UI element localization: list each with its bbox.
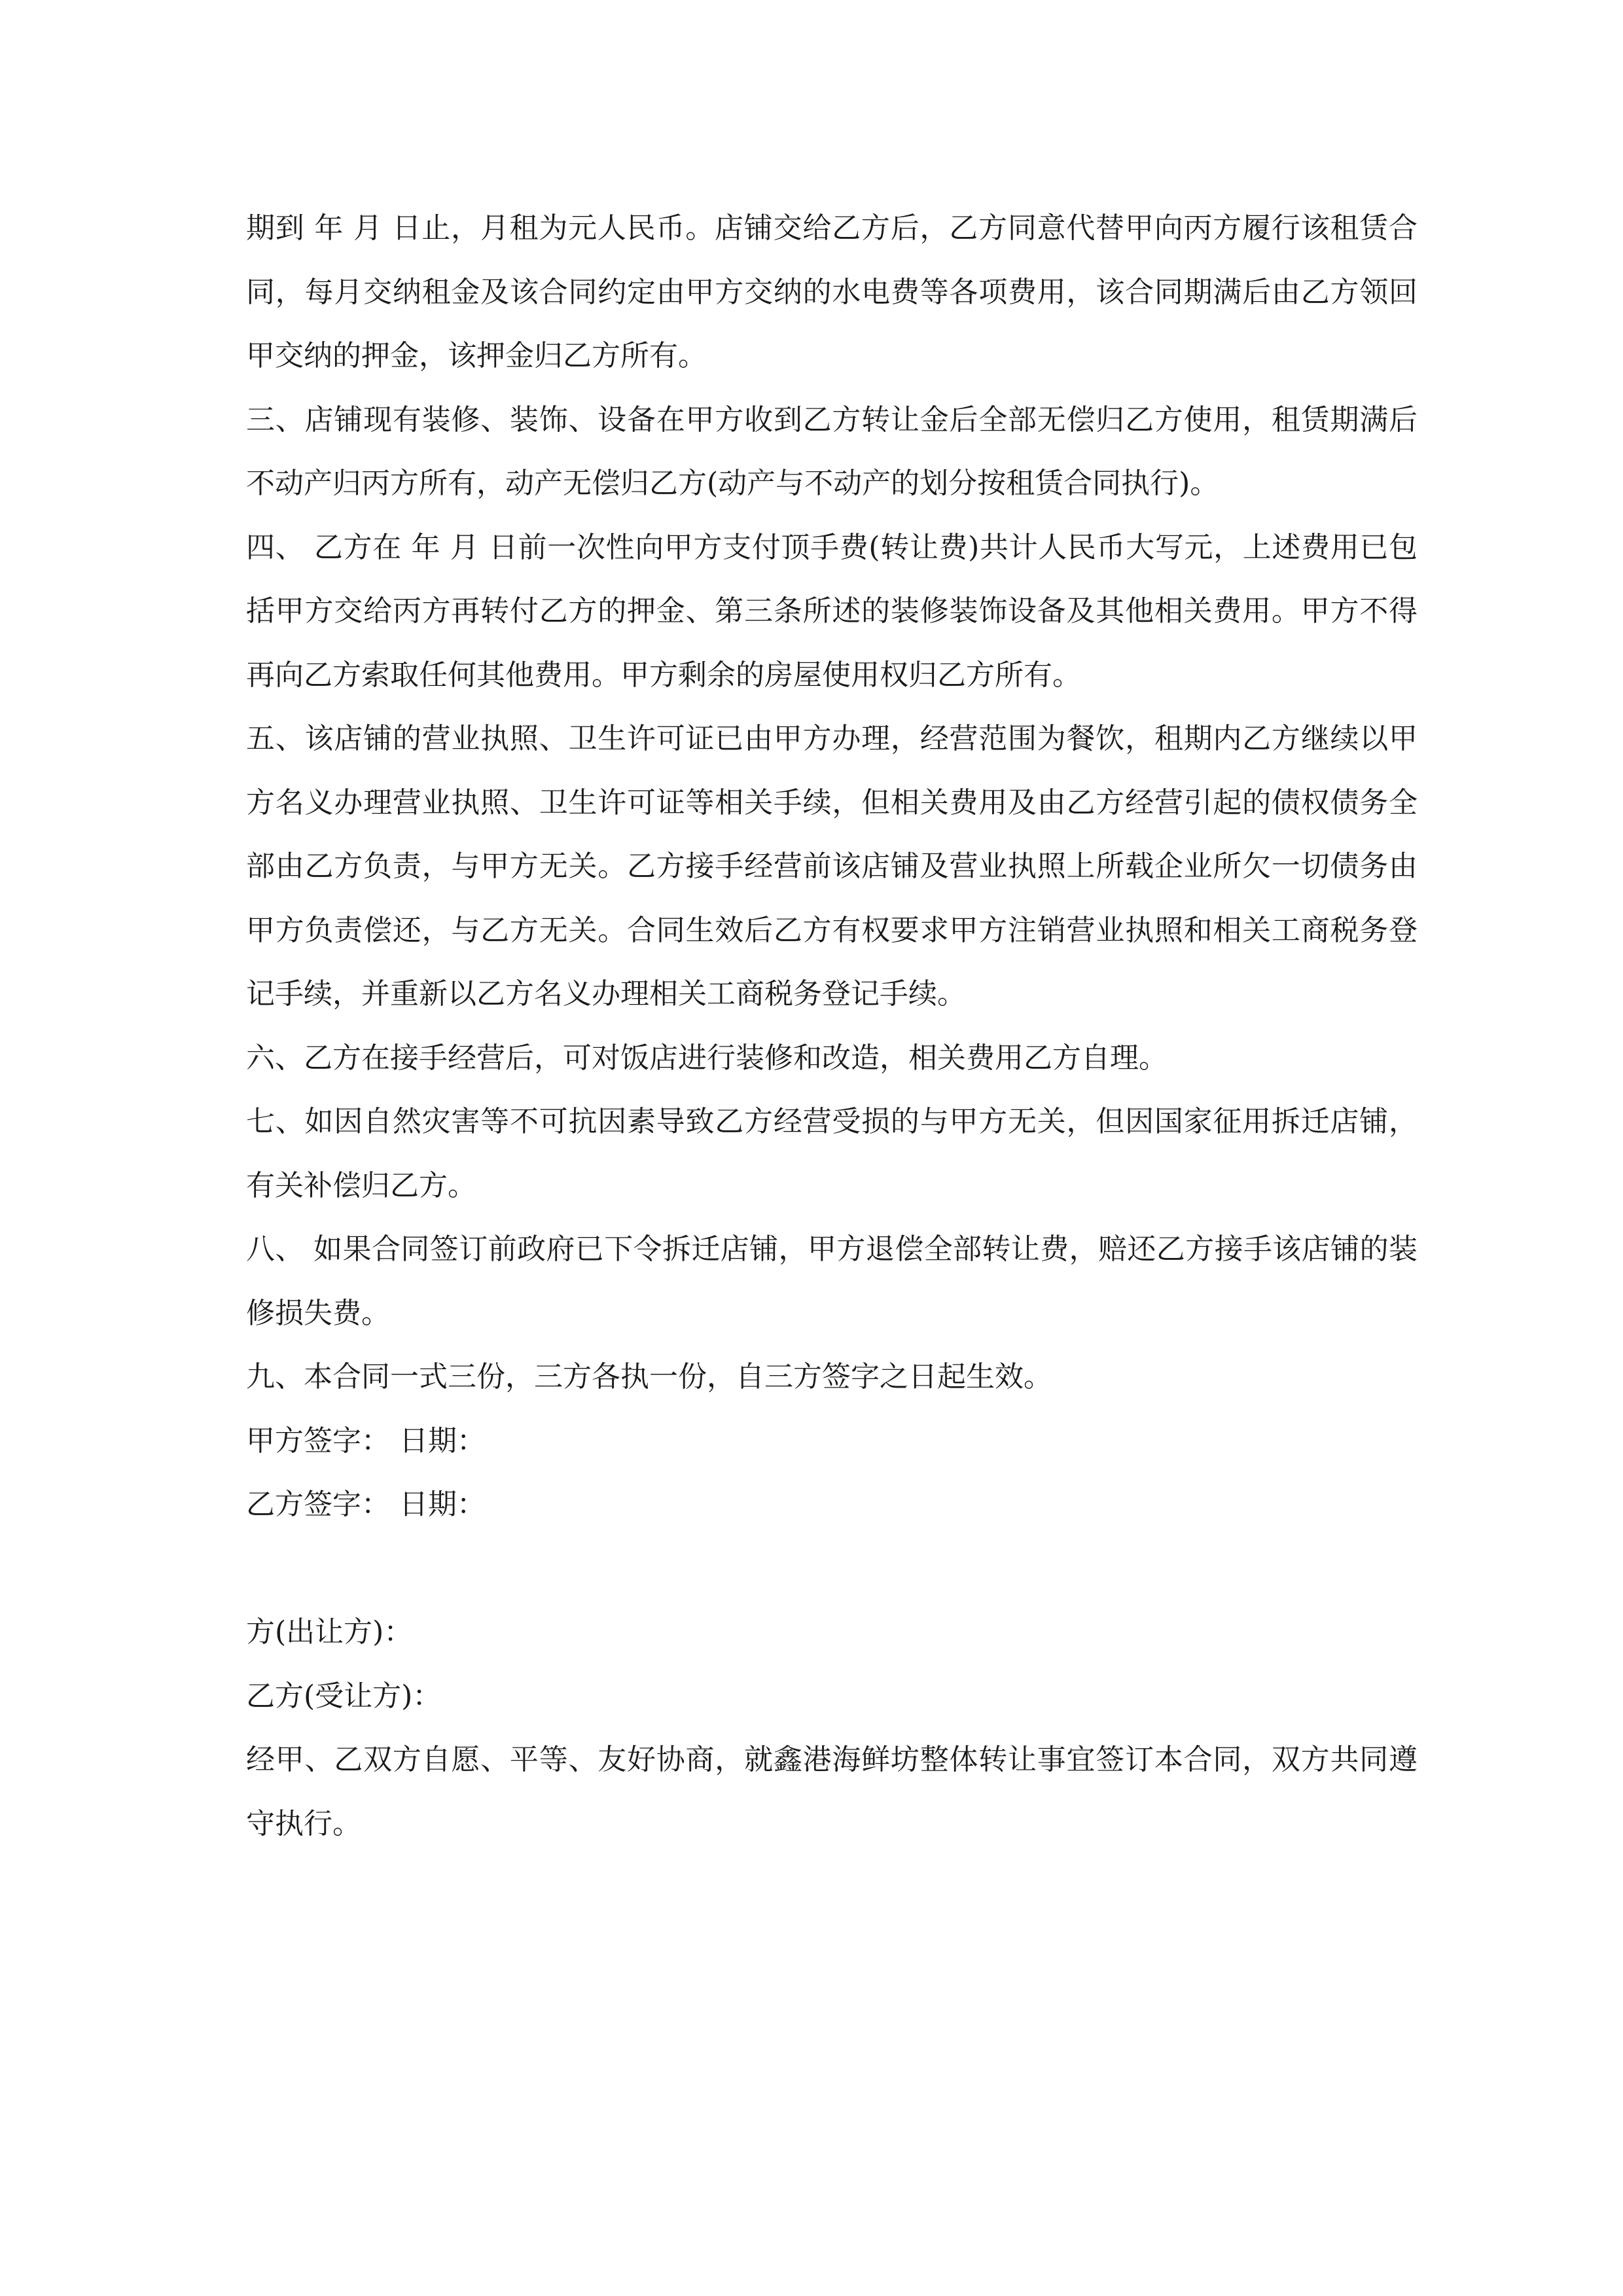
paragraph-clause-6: 六、乙方在接手经营后，可对饭店进行装修和改造，相关费用乙方自理。	[246, 1041, 1168, 1075]
paragraph-clause-9: 九、本合同一式三份，三方各执一份，自三方签字之日起生效。	[246, 1360, 1052, 1393]
paragraph-clause-5: 五、该店铺的营业执照、卫生许可证已由甲方办理，经营范围为餐饮，租期内乙方继续以甲方名义办理营业执照、卫生许可证等相关手续，但相关费用及由乙方经营引起的债权债务全部由乙方负责，与甲方无关。乙方接手经营前该店铺及营业执照上所载企业所欠一切债务由甲方负责偿还，与乙方无关。合同生效后乙方有权要求甲方注销营业执照和相关工商税务登记手续，并重新以乙方名义办理相关工商税务登记手续。	[246, 722, 1418, 1011]
blank-spacer	[246, 1537, 1418, 1601]
document-body	[246, 196, 1418, 1856]
paragraph-clause-3: 三、店铺现有装修、装饰、设备在甲方收到乙方转让金后全部无偿归乙方使用，租赁期满后不动产归丙方所有，动产无偿归乙方(动产与不动产的划分按租赁合同执行)。	[246, 403, 1418, 500]
party-transferor-line: 方(出让方)：	[246, 1615, 413, 1649]
paragraph-clause-4: 四、 乙方在 年 月 日前一次性向甲方支付顶手费(转让费)共计人民币大写元，上述费用已包括甲方交给丙方再转付乙方的押金、第三条所述的装修装饰设备及其他相关费用。甲方不得再向乙方索取任何其他费用。甲方剩余的房屋使用权归乙方所有。	[246, 530, 1418, 692]
paragraph-clause-8: 八、 如果合同签订前政府已下令拆迁店铺，甲方退偿全部转让费，赔还乙方接手该店铺的装修损失费。	[246, 1232, 1418, 1330]
party-transferee-line: 乙方(受让方)：	[246, 1679, 442, 1713]
signature-line-party-a: 甲方签字： 日期：	[246, 1424, 486, 1458]
paragraph-clause-7: 七、如因自然灾害等不可抗因素导致乙方经营受损的与甲方无关，但因国家征用拆迁店铺，有关补偿归乙方。	[246, 1105, 1418, 1202]
paragraph-agreement-intro: 经甲、乙双方自愿、平等、友好协商，就鑫港海鲜坊整体转让事宜签订本合同，双方共同遵守执行。	[246, 1743, 1418, 1840]
paragraph-lease-term: 期到 年 月 日止，月租为元人民币。店铺交给乙方后，乙方同意代替甲向丙方履行该租赁合同，每月交纳租金及该合同约定由甲方交纳的水电费等各项费用，该合同期满后由乙方领回甲交纳的押金，该押金归乙方所有。	[246, 211, 1418, 372]
signature-line-party-b: 乙方签字： 日期：	[246, 1488, 486, 1521]
